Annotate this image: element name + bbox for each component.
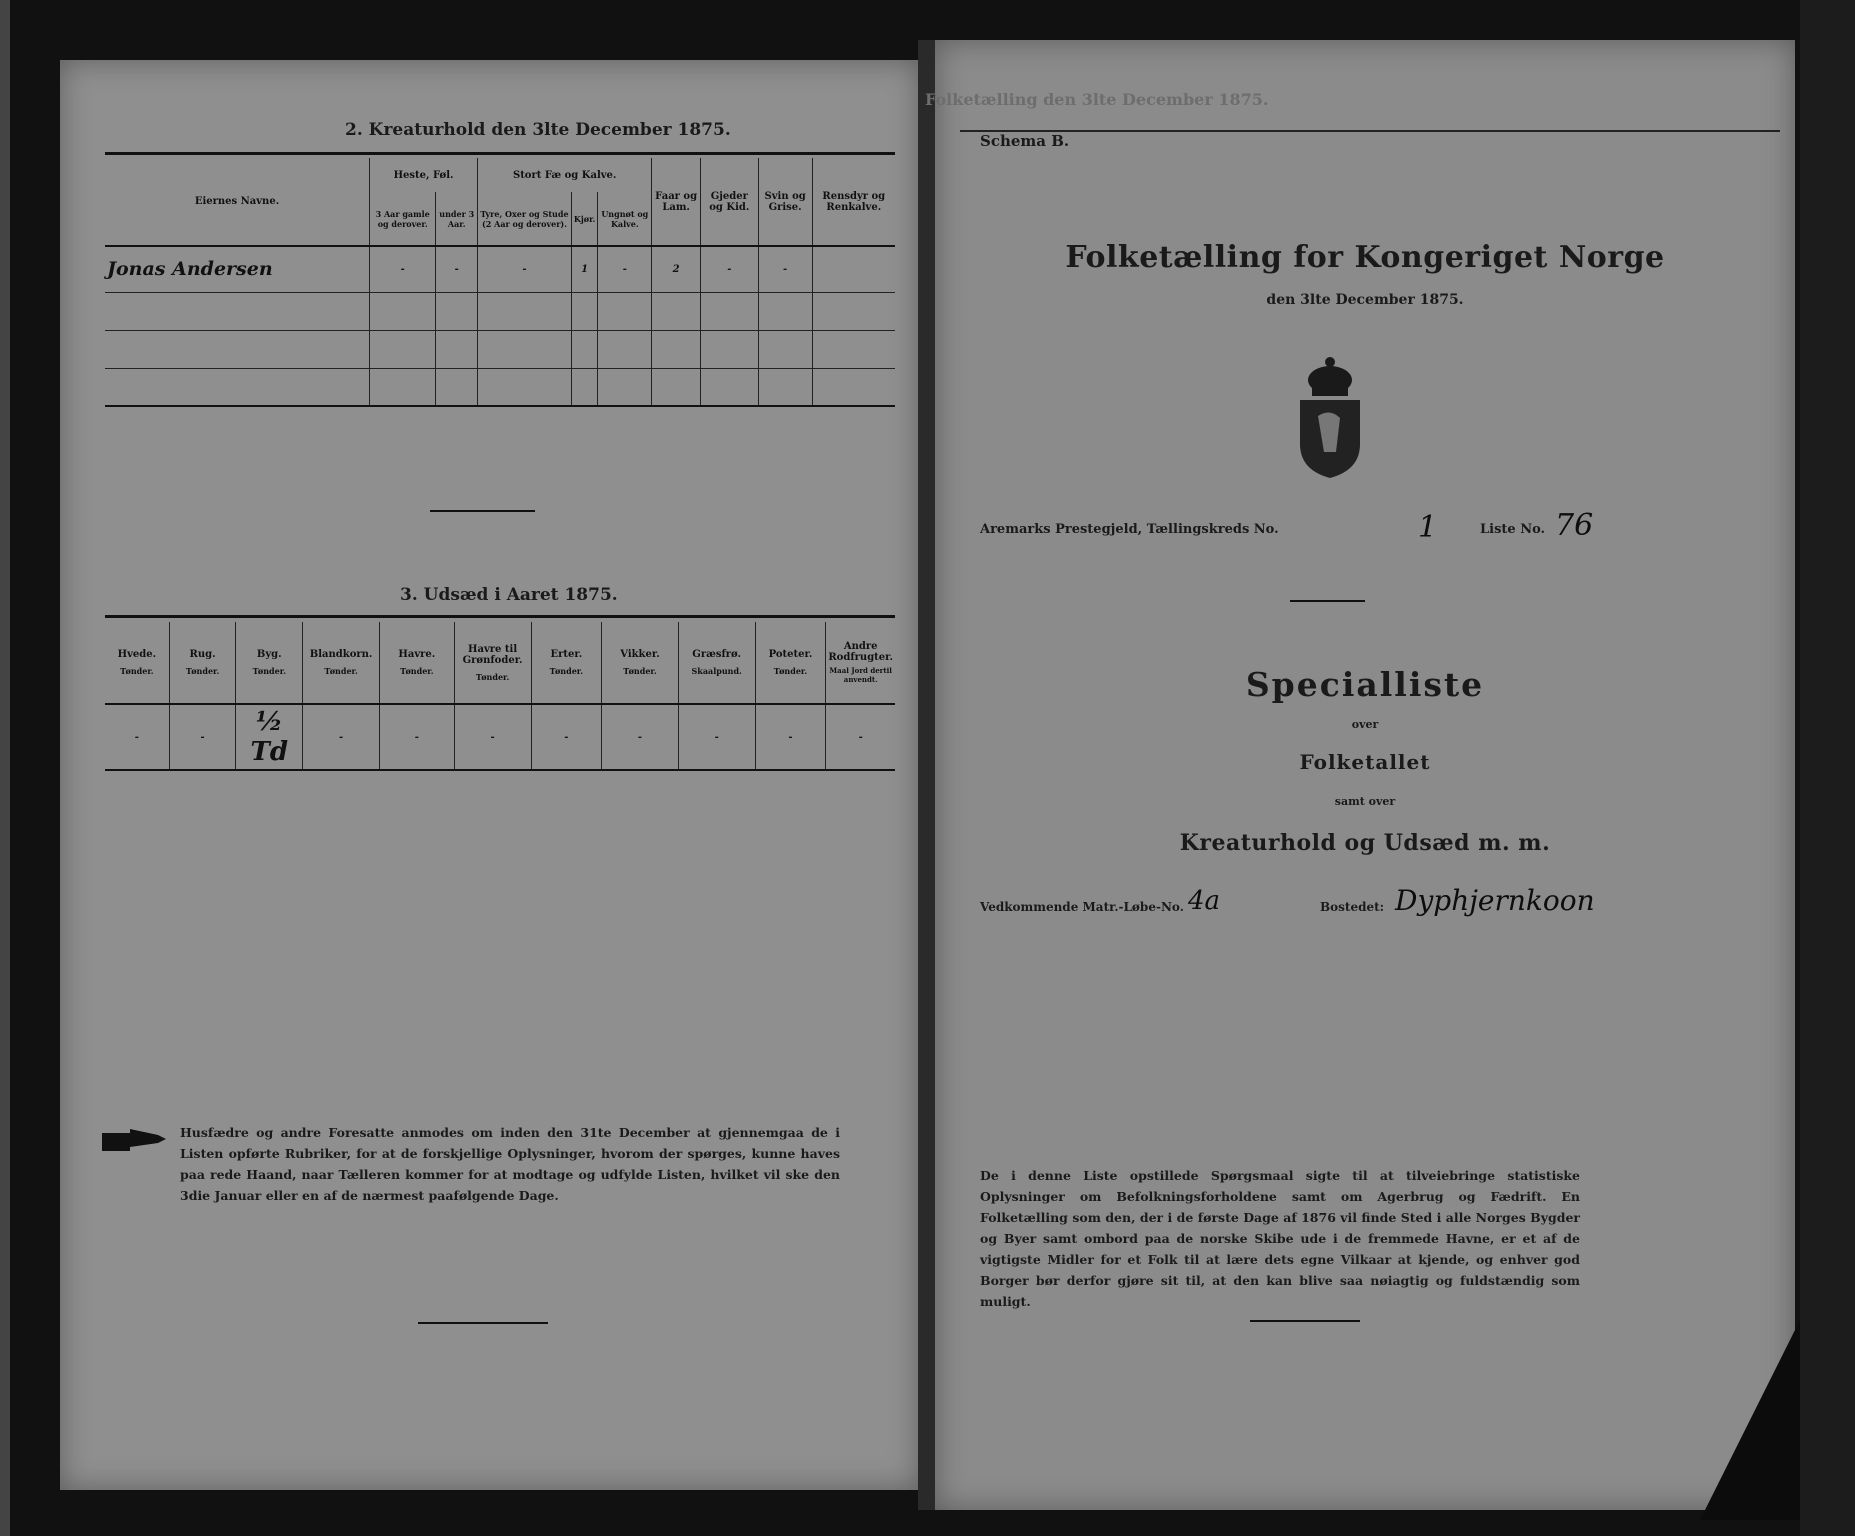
seed-value-6: -: [531, 704, 602, 770]
seed-value-7: -: [602, 704, 679, 770]
seed-table: [105, 622, 895, 771]
horses-old-cell: -: [370, 246, 436, 292]
seed-value-3: -: [303, 704, 380, 770]
district-label: Aremarks Prestegjeld, Tællingskreds No.: [980, 522, 1279, 537]
seed-header-1: Rug. Tønder.: [169, 622, 236, 704]
section3-title: 3. Udsæd i Aaret 1875.: [400, 585, 618, 605]
samt-over-label: samt over: [1334, 795, 1396, 808]
notice-text: Husfædre og andre Foresatte anmodes om inden den 31te December at gjennemgaa de i Listen opførte Rubriker, for at de forskjellige Oplysninger, hvorom der spørges, kunne haves paa rede Haand, naar Tælleren kommer for at modtage og udfylde Listen, hvilket vil ske den 3die Januar eller en af de nærmest paafølgende Dage.: [180, 1125, 840, 1203]
section2-title: 2. Kreaturhold den 3lte December 1875.: [345, 120, 731, 140]
seed-header-7: Vikker. Tønder.: [602, 622, 679, 704]
book-spine: [918, 40, 936, 1510]
seed-header-5: Havre til Grønfoder. Tønder.: [454, 622, 531, 704]
list-label: Liste No.: [1480, 522, 1546, 537]
seed-header-0: Hvede. Tønder.: [105, 622, 169, 704]
section2-top-rule: [105, 152, 895, 155]
bleed-through-schema-grid: [960, 130, 1780, 342]
owner-name-cell: Jonas Andersen: [105, 246, 370, 292]
district-number: 1: [1418, 510, 1438, 545]
bottom-divider-right: [1250, 1320, 1360, 1322]
bulls-cell: -: [478, 246, 572, 292]
coat-of-arms-icon: [1290, 352, 1370, 482]
census-title: Folketælling for Kongeriget Norge: [1065, 240, 1665, 275]
horses-young-cell: -: [436, 246, 478, 292]
livestock-seed-label: Kreaturhold og Udsæd m. m.: [1179, 830, 1551, 856]
section-divider: [430, 510, 535, 512]
owner-name-header: Eiernes Navne.: [105, 158, 370, 246]
census-date: den 3lte December 1875.: [1266, 292, 1464, 308]
seed-header-9: Poteter. Tønder.: [755, 622, 826, 704]
pointing-hand-icon: [100, 1125, 170, 1155]
cows-header: Kjør.: [571, 192, 597, 246]
folketallet-label: Folketallet: [1299, 750, 1431, 774]
seed-value-2: ½ Td: [236, 704, 303, 770]
divider-under-list: [1290, 600, 1365, 602]
seed-value-0: -: [105, 704, 169, 770]
horses-young-header: under 3 Aar.: [436, 192, 478, 246]
ghost-print-top: Folketælling den 3lte December 1875.: [925, 90, 1269, 109]
sheep-header: Faar og Lam.: [652, 158, 701, 246]
table-row: [105, 704, 895, 770]
right-binding-edge: [1800, 0, 1855, 1536]
reindeer-header: Rensdyr og Renkalve.: [812, 158, 895, 246]
seed-value-8: -: [678, 704, 755, 770]
seed-header-6: Erter. Tønder.: [531, 622, 602, 704]
livestock-table: [105, 158, 895, 407]
bottom-divider-left: [418, 1322, 548, 1324]
page-curl-shadow: [1700, 1320, 1800, 1520]
young-cattle-header: Ungnøt og Kalve.: [598, 192, 652, 246]
left-binding-edge: [0, 0, 10, 1536]
table-row: [105, 330, 895, 368]
matr-number: 4a: [1188, 886, 1221, 916]
seed-header-2: Byg. Tønder.: [236, 622, 303, 704]
bulls-header: Tyre, Oxer og Stude (2 Aar og derover).: [478, 192, 572, 246]
table-row: [105, 292, 895, 330]
sheep-cell: 2: [652, 246, 701, 292]
cattle-header: Stort Fæ og Kalve.: [478, 158, 652, 192]
seed-value-4: -: [380, 704, 455, 770]
matr-label: Vedkommende Matr.-Løbe-No.: [980, 900, 1184, 914]
explanation-paragraph: De i denne Liste opstillede Spørgsmaal sigte til at tilveiebringe statistiske Oplysninger om Befolkningsforholdene samt om Agerbrug og Fædrift. En Folketælling som den, der i de første Dage af 1876 vil finde Sted i alle Norges Bygder og Byer samt ombord paa de norske Skibe ude i de fremmede Havne, er et af de vigtigste Midler for et Folk til at lære dets egne Vilkaar at kjende, og enhver god Borger bør derfor gjøre sit til, at den kan blive saa nøiagtig og fuldstændig som muligt.: [980, 1168, 1580, 1309]
seed-header-8: Græsfrø. Skaalpund.: [678, 622, 755, 704]
seed-value-10: -: [826, 704, 895, 770]
list-number: 76: [1555, 508, 1594, 543]
bosted-label: Bostedet:: [1320, 900, 1385, 914]
cows-cell: 1: [571, 246, 597, 292]
seed-header-3: Blandkorn. Tønder.: [303, 622, 380, 704]
young-cattle-cell: -: [598, 246, 652, 292]
special-list-title: Specialliste: [1245, 665, 1485, 704]
horses-old-header: 3 Aar gamle og derover.: [370, 192, 436, 246]
seed-value-1: -: [169, 704, 236, 770]
reindeer-cell: [812, 246, 895, 292]
table-row: [105, 368, 895, 406]
table-row: [105, 246, 895, 292]
goats-cell: -: [700, 246, 758, 292]
seed-header-10: Andre Rodfrugter. Maal Jord dertil anvendt.: [826, 622, 895, 704]
over-label-1: over: [1351, 718, 1379, 731]
seed-value-5: -: [454, 704, 531, 770]
seed-value-9: -: [755, 704, 826, 770]
horses-header: Heste, Føl.: [370, 158, 478, 192]
schema-label: Schema B.: [980, 132, 1070, 150]
pigs-cell: -: [758, 246, 812, 292]
section3-top-rule: [105, 615, 895, 618]
goats-header: Gjeder og Kid.: [700, 158, 758, 246]
bosted-value: Dyphjernkoon: [1395, 884, 1595, 917]
seed-header-4: Havre. Tønder.: [380, 622, 455, 704]
pigs-header: Svin og Grise.: [758, 158, 812, 246]
